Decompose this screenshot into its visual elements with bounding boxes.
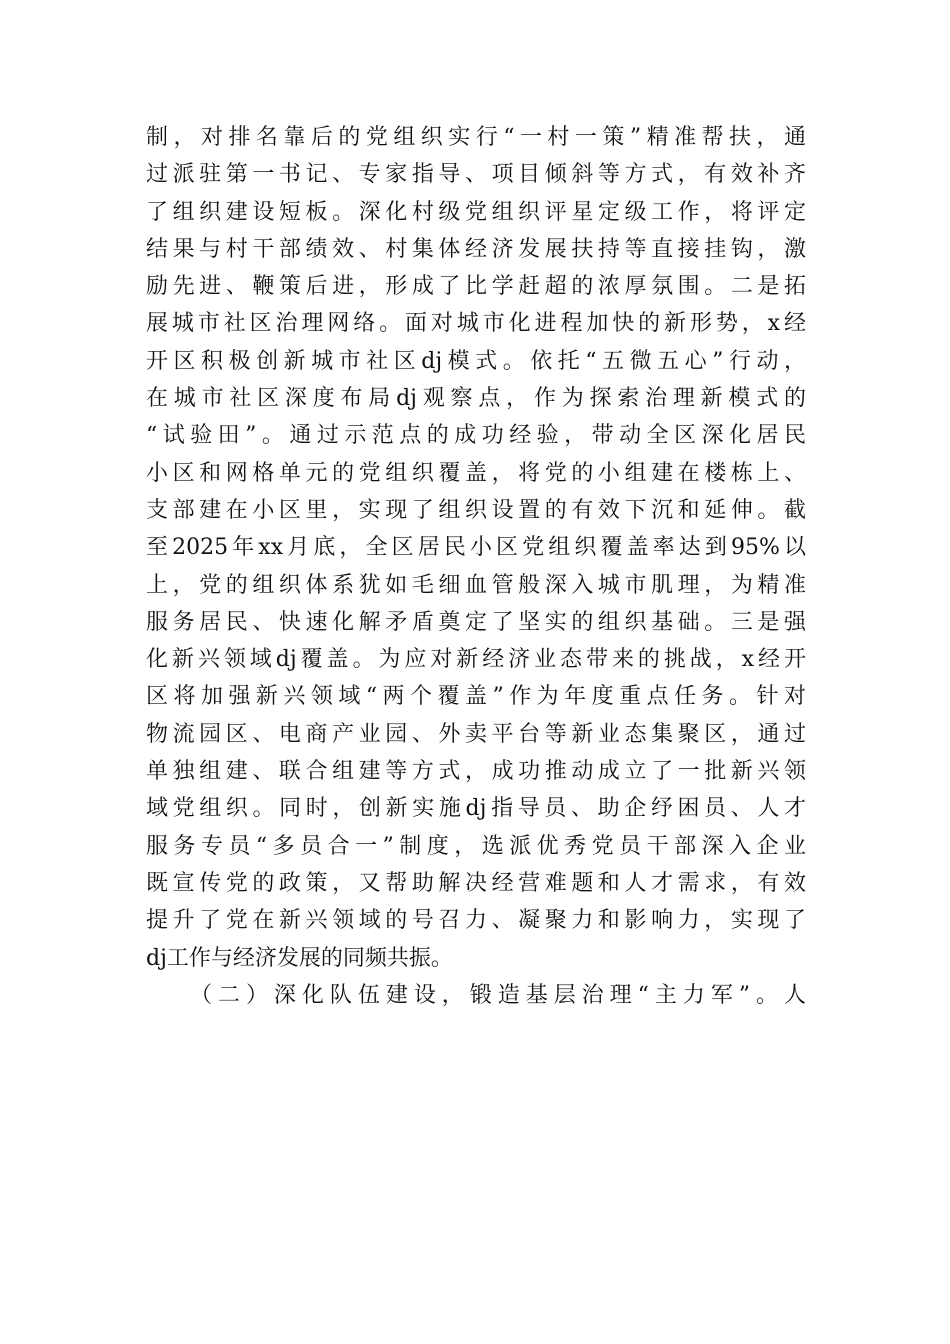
text-line: 展城市社区治理网络。面对城市化进程加快的新形势，x经	[146, 311, 806, 337]
text-line: 支部建在小区里，实现了组织设置的有效下沉和延伸。截	[146, 497, 806, 523]
text-line: 化新兴领域dj覆盖。为应对新经济业态带来的挑战，x经开	[146, 647, 806, 673]
text-line: 服务专员“多员合一”制度，选派优秀党员干部深入企业	[146, 833, 806, 859]
text-line: 过派驻第一书记、专家指导、项目倾斜等方式，有效补齐	[146, 162, 806, 188]
text-line: 服务居民、快速化解矛盾奠定了坚实的组织基础。三是强	[146, 609, 806, 635]
body-text	[146, 119, 806, 1014]
text-line: dj工作与经济发展的同频共振。	[146, 945, 453, 971]
text-line: 物流园区、电商产业园、外卖平台等新业态集聚区，通过	[146, 721, 806, 747]
text-line: 制，对排名靠后的党组织实行“一村一策”精准帮扶，通	[146, 125, 806, 150]
text-line: “试验田”。通过示范点的成功经验，带动全区深化居民	[146, 423, 806, 449]
text-line: 小区和网格单元的党组织覆盖，将党的小组建在楼栋上、	[146, 460, 806, 486]
section-heading-line: （二）深化队伍建设，锻造基层治理“主力军”。人	[190, 982, 806, 1008]
text-line: 开区积极创新城市社区dj模式。依托“五微五心”行动，	[146, 348, 806, 374]
text-line: 提升了党在新兴领域的号召力、凝聚力和影响力，实现了	[146, 908, 806, 934]
text-line: 域党组织。同时，创新实施dj指导员、助企纾困员、人才	[146, 796, 806, 822]
text-line: 在城市社区深度布局dj观察点，作为探索治理新模式的	[146, 386, 806, 412]
text-line: 区将加强新兴领域“两个覆盖”作为年度重点任务。针对	[146, 684, 806, 710]
text-line: 至2025年xx月底，全区居民小区党组织覆盖率达到95%以	[146, 535, 806, 561]
text-line: 上，党的组织体系犹如毛细血管般深入城市肌理，为精准	[146, 572, 806, 598]
text-line: 了组织建设短板。深化村级党组织评星定级工作，将评定	[146, 199, 806, 225]
text-line: 结果与村干部绩效、村集体经济发展扶持等直接挂钩，激	[146, 236, 806, 262]
text-line: 既宣传党的政策，又帮助解决经营难题和人才需求，有效	[146, 870, 806, 896]
text-line: 单独组建、联合组建等方式，成功推动成立了一批新兴领	[146, 759, 806, 785]
text-line: 励先进、鞭策后进，形成了比学赶超的浓厚氛围。二是拓	[146, 274, 806, 300]
